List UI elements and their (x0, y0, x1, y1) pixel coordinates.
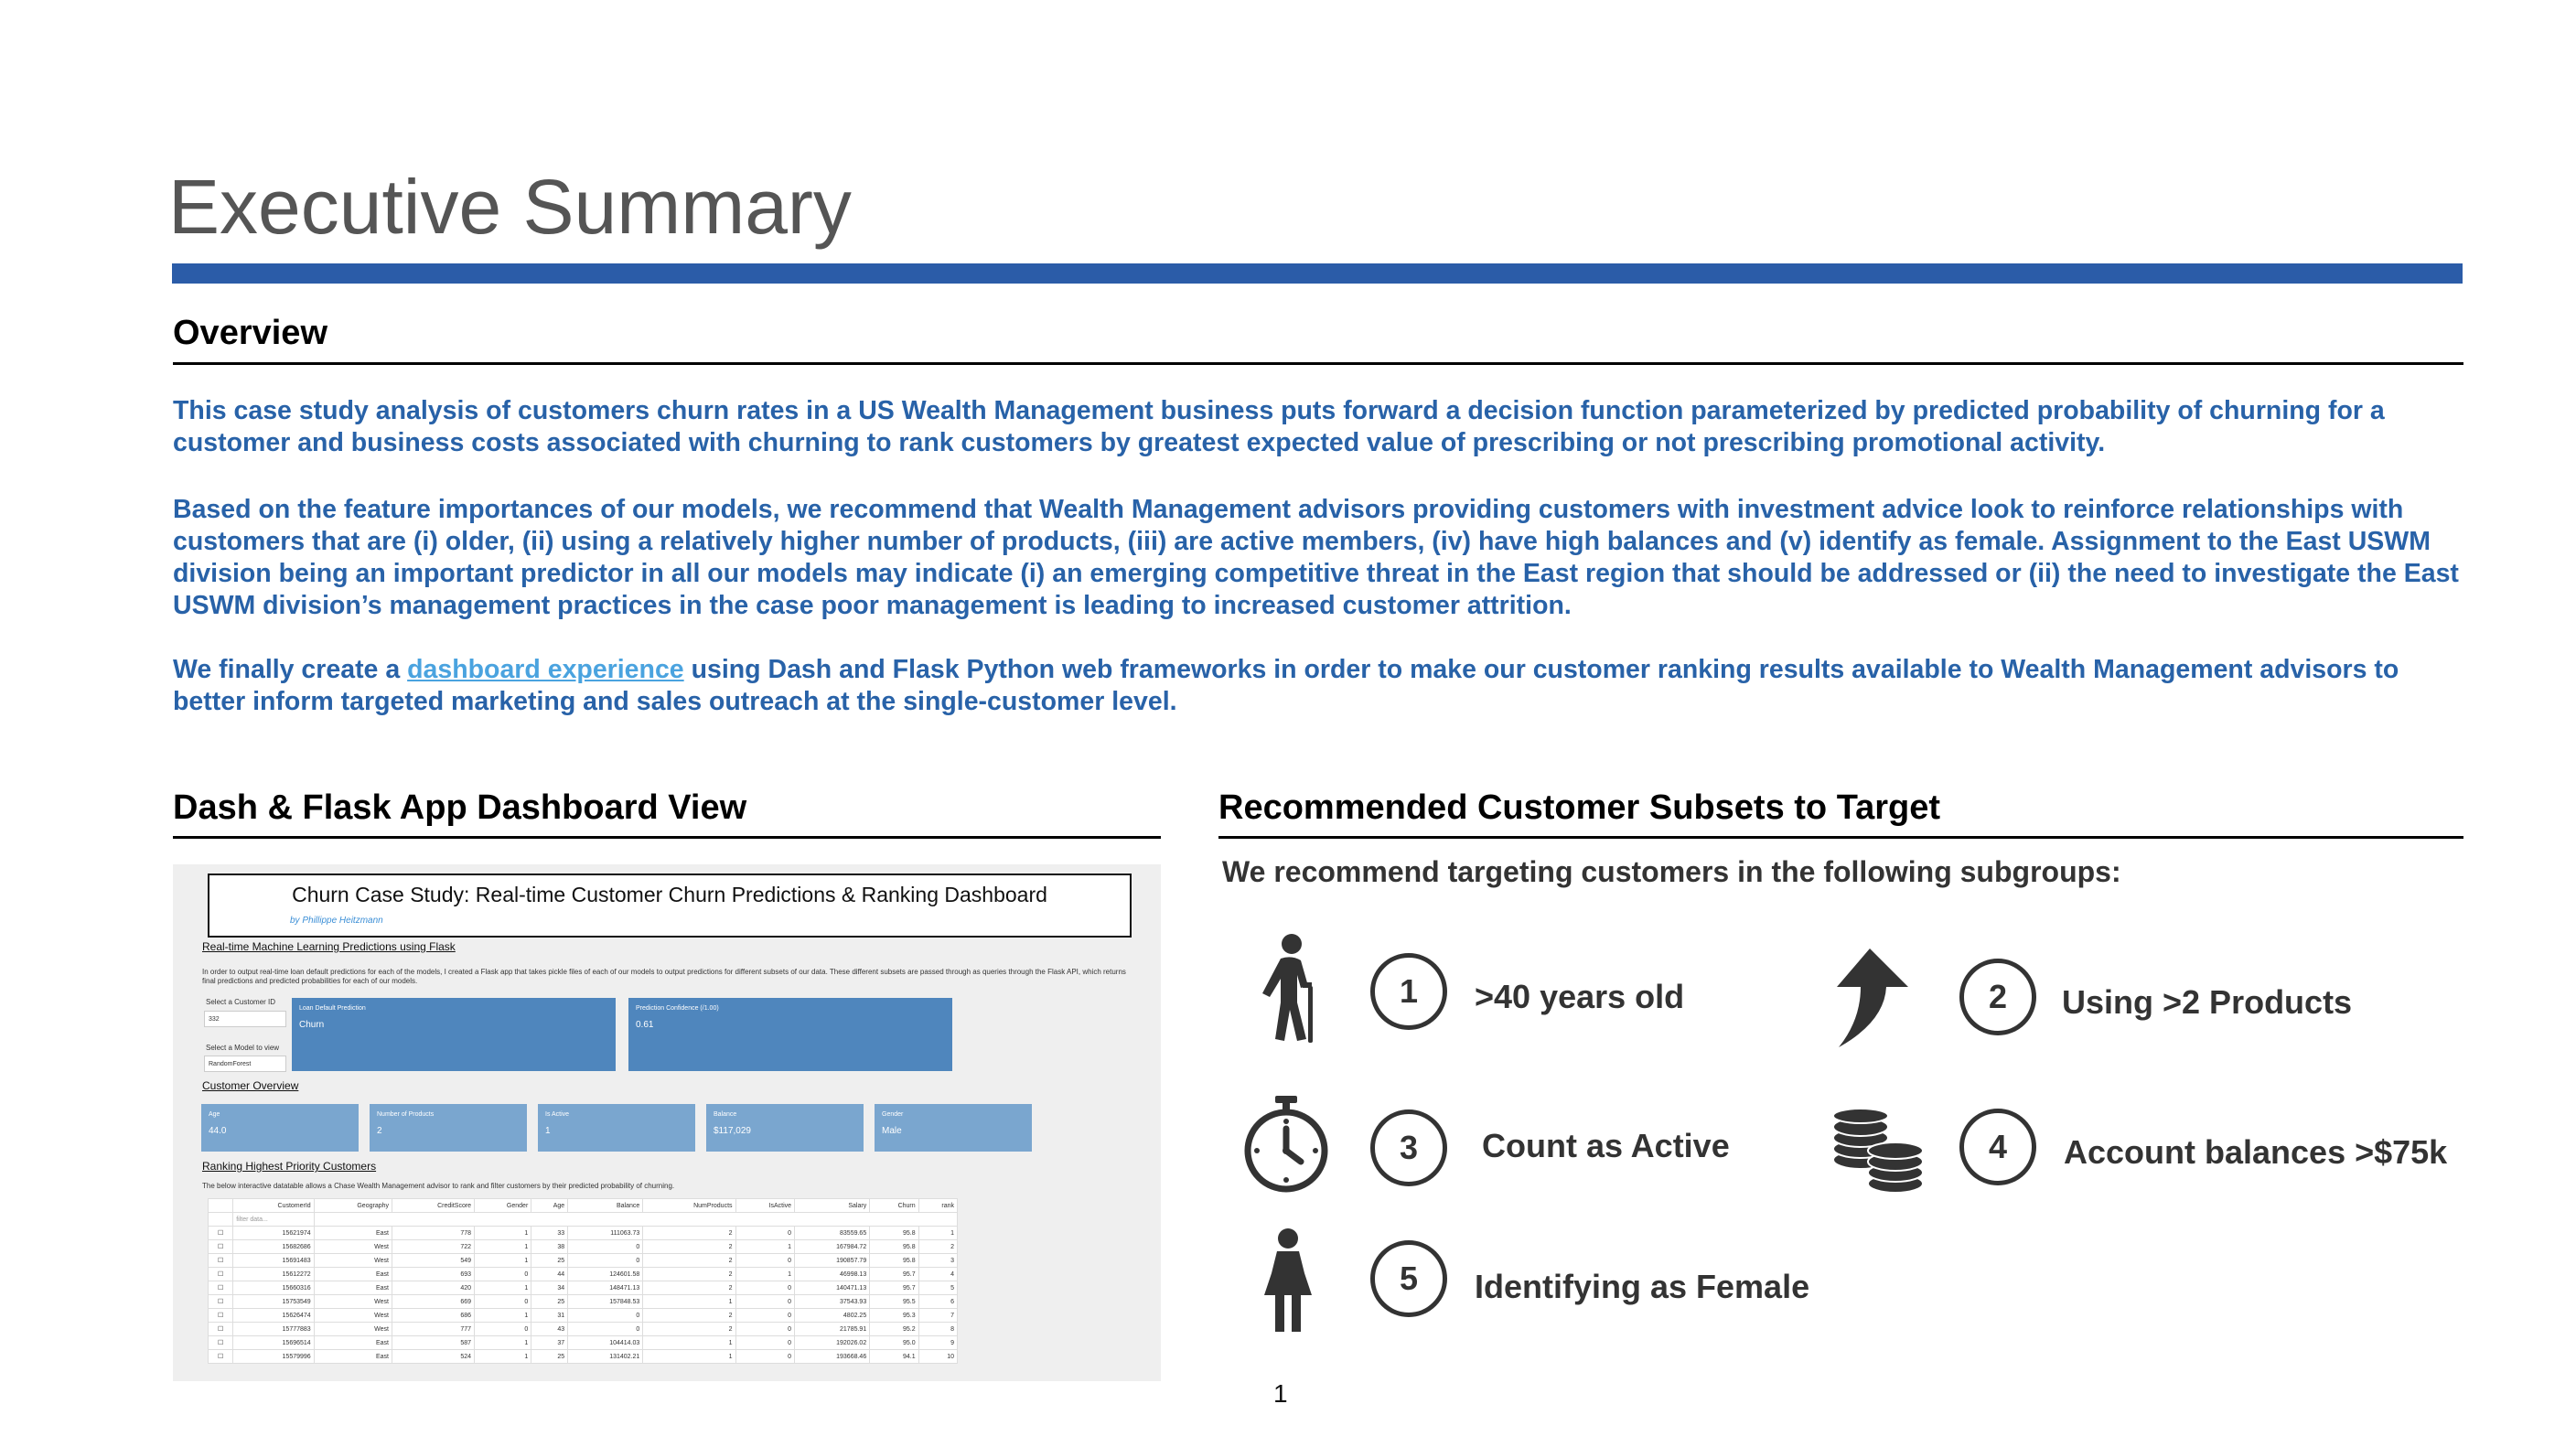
table-cell: 0 (735, 1350, 795, 1364)
row-checkbox[interactable]: ☐ (209, 1254, 233, 1268)
table-row[interactable] (209, 1323, 958, 1336)
table-cell: East (314, 1336, 392, 1350)
table-row[interactable] (209, 1281, 958, 1295)
table-cell: 2 (643, 1227, 735, 1240)
table-cell: East (314, 1227, 392, 1240)
table-cell: 8 (918, 1323, 957, 1336)
table-cell: 34 (531, 1281, 568, 1295)
stopwatch-icon (1240, 1094, 1332, 1195)
rec-number-2: 2 (1959, 959, 2036, 1035)
table-cell: 157848.53 (568, 1295, 643, 1309)
dash-confidence-card (628, 998, 952, 1071)
table-cell: East (314, 1281, 392, 1295)
table-cell: 15777883 (233, 1323, 314, 1336)
table-cell: 5 (918, 1281, 957, 1295)
dash-section-ranking: Ranking Highest Priority Customers (202, 1160, 377, 1173)
table-cell: 1 (735, 1240, 795, 1254)
title-accent-bar (172, 263, 2463, 284)
table-cell: 33 (531, 1227, 568, 1240)
dash-model-select[interactable]: RandomForest (204, 1056, 286, 1072)
table-cell: 4 (918, 1268, 957, 1281)
table-cell: 587 (392, 1336, 475, 1350)
dash-select-customer-label: Select a Customer ID (206, 998, 276, 1006)
table-cell: 124601.58 (568, 1268, 643, 1281)
table-cell: 15691483 (233, 1254, 314, 1268)
table-cell: 2 (643, 1254, 735, 1268)
table-cell: 0 (735, 1295, 795, 1309)
table-cell: 6 (918, 1295, 957, 1309)
table-cell: West (314, 1295, 392, 1309)
table-cell: 9 (918, 1336, 957, 1350)
table-cell: East (314, 1350, 392, 1364)
table-cell: 1 (643, 1350, 735, 1364)
table-cell: 669 (392, 1295, 475, 1309)
table-cell: 524 (392, 1350, 475, 1364)
table-header-cell[interactable]: Geography (314, 1199, 392, 1213)
table-row[interactable] (209, 1295, 958, 1309)
table-cell: 2 (643, 1281, 735, 1295)
dash-section-customer-overview: Customer Overview (202, 1079, 299, 1092)
prediction-card-label: Loan Default Prediction (299, 1005, 366, 1012)
dash-customer-select[interactable]: 332 (204, 1011, 286, 1027)
table-cell: 1 (918, 1227, 957, 1240)
confidence-card-label: Prediction Confidence (/1.00) (636, 1005, 719, 1012)
table-cell: 1 (735, 1268, 795, 1281)
table-cell: 0 (568, 1254, 643, 1268)
table-cell: 0 (475, 1295, 531, 1309)
dash-section-predictions: Real-time Machine Learning Predictions using Flask (202, 940, 456, 953)
table-cell: 83559.65 (795, 1227, 870, 1240)
table-cell: 15696514 (233, 1336, 314, 1350)
table-cell: 140471.13 (795, 1281, 870, 1295)
table-cell: 148471.13 (568, 1281, 643, 1295)
table-cell: 2 (643, 1309, 735, 1323)
table-cell: 95.7 (870, 1268, 918, 1281)
card-value: 44.0 (209, 1126, 227, 1136)
table-header-cell[interactable]: CreditScore (392, 1199, 475, 1213)
rec-label-5: Identifying as Female (1475, 1268, 1810, 1305)
card-value: 1 (545, 1126, 551, 1136)
table-cell: West (314, 1323, 392, 1336)
table-header-cell[interactable]: Age (531, 1199, 568, 1213)
table-cell: 0 (735, 1336, 795, 1350)
table-cell: 37 (531, 1336, 568, 1350)
table-cell: 95.8 (870, 1240, 918, 1254)
overview-heading: Overview (173, 314, 327, 352)
rec-number-4: 4 (1959, 1109, 2036, 1185)
table-cell: 1 (475, 1254, 531, 1268)
table-header-cell[interactable]: Salary (795, 1199, 870, 1213)
table-cell: West (314, 1240, 392, 1254)
dash-predictions-desc: In order to output real-time loan default predictions for each of the models, I created a Flask app that takes pickle files of each of our models to output predictions for different subsets of our data. These different subsets are passed through as queries through the Flask API, which returns final predictions and predicted probabilities for each of our models. (202, 968, 1126, 985)
dashboard-heading: Dash & Flask App Dashboard View (173, 788, 747, 827)
rec-label-1: >40 years old (1475, 978, 1685, 1015)
table-cell: 722 (392, 1240, 475, 1254)
table-cell: 0 (735, 1309, 795, 1323)
upward-arrow-icon (1830, 947, 1912, 1047)
overview-rule (173, 362, 2463, 365)
table-cell: 778 (392, 1227, 475, 1240)
dash-select-model-label: Select a Model to view (206, 1044, 280, 1052)
table-cell: 15626474 (233, 1309, 314, 1323)
prediction-card-value: Churn (299, 1020, 325, 1030)
table-cell: 193668.46 (795, 1350, 870, 1364)
recommend-rule (1218, 836, 2463, 839)
row-checkbox[interactable]: ☐ (209, 1309, 233, 1323)
card-label: Number of Products (377, 1111, 435, 1118)
filter-input[interactable]: filter data... (233, 1213, 314, 1227)
table-cell: 21785.91 (795, 1323, 870, 1336)
table-cell: 2 (643, 1323, 735, 1336)
table-cell: 777 (392, 1323, 475, 1336)
table-row[interactable] (209, 1227, 958, 1240)
table-cell: 95.7 (870, 1281, 918, 1295)
table-cell: 0 (735, 1281, 795, 1295)
table-cell: 10 (918, 1350, 957, 1364)
dash-title: Churn Case Study: Real-time Customer Churn Predictions & Ranking Dashboard (292, 883, 1047, 906)
table-cell: 1 (475, 1240, 531, 1254)
overview-paragraph-2: Based on the feature importances of our models, we recommend that Wealth Management advisors providing customers with investment advice look to reinforce relationships with customers that are (i) older, (ii) using a relatively higher number of products, (iii) are active members, (iv) have high balances and (v) identify as female. Assignment to the East USWM division being an important predictor in all our models may indicate (i) an emerging competitive threat in the East region that should be addressed or (ii) the need to investigate the East USWM division’s management practices in the case poor management is leading to increased customer attrition. (173, 495, 2459, 620)
table-cell: 25 (531, 1295, 568, 1309)
table-cell: 37543.93 (795, 1295, 870, 1309)
table-cell: 0 (568, 1323, 643, 1336)
table-cell: 0 (475, 1268, 531, 1281)
rec-number-5: 5 (1370, 1240, 1447, 1317)
coins-icon (1830, 1109, 1930, 1196)
card-label: Balance (714, 1111, 737, 1118)
confidence-card-value: 0.61 (636, 1020, 654, 1030)
table-filter-row (209, 1213, 958, 1227)
table-cell: 693 (392, 1268, 475, 1281)
table-cell: 420 (392, 1281, 475, 1295)
table-cell: 2 (918, 1240, 957, 1254)
table-cell: 46998.13 (795, 1268, 870, 1281)
table-cell: 95.0 (870, 1336, 918, 1350)
table-header-cell[interactable]: Churn (870, 1199, 918, 1213)
dashboard-screenshot (173, 864, 1161, 1381)
table-cell: 549 (392, 1254, 475, 1268)
table-cell: 0 (568, 1309, 643, 1323)
dashboard-rule (173, 836, 1161, 839)
table-cell: 15612272 (233, 1268, 314, 1281)
table-cell: 43 (531, 1323, 568, 1336)
table-cell: 1 (475, 1350, 531, 1364)
table-body (209, 1227, 958, 1364)
table-cell: 15660316 (233, 1281, 314, 1295)
rec-label-2: Using >2 Products (2062, 983, 2353, 1021)
table-cell: 111063.73 (568, 1227, 643, 1240)
table-cell: 1 (475, 1281, 531, 1295)
table-cell: 0 (735, 1323, 795, 1336)
page-title: Executive Summary (168, 164, 852, 250)
card-label: Gender (882, 1111, 904, 1118)
table-cell: East (314, 1268, 392, 1281)
dash-title-box (208, 874, 1132, 938)
dashboard-experience-link[interactable]: dashboard experience (407, 655, 684, 684)
table-cell: 1 (475, 1227, 531, 1240)
table-header-cell[interactable]: Gender (475, 1199, 531, 1213)
elderly-person-icon (1255, 931, 1332, 1045)
table-cell: 0 (475, 1323, 531, 1336)
table-cell: 190857.79 (795, 1254, 870, 1268)
p3-before: We finally create a (173, 655, 408, 684)
rec-number-3: 3 (1370, 1109, 1447, 1186)
table-cell: 167984.72 (795, 1240, 870, 1254)
recommend-intro: We recommend targeting customers in the following subgroups: (1222, 855, 2121, 888)
row-checkbox[interactable]: ☐ (209, 1281, 233, 1295)
table-row[interactable] (209, 1268, 958, 1281)
overview-card-balance (706, 1104, 864, 1152)
row-checkbox[interactable]: ☐ (209, 1227, 233, 1240)
dash-byline: by Phillippe Heitzmann (290, 916, 383, 926)
table-cell: 15579996 (233, 1350, 314, 1364)
dash-ranking-desc: The below interactive datatable allows a Chase Wealth Management advisor to rank and filter customers by their predicted probability of churning. (202, 1182, 675, 1190)
table-cell: 1 (643, 1336, 735, 1350)
table-row[interactable] (209, 1254, 958, 1268)
overview-card-gender (875, 1104, 1032, 1152)
table-cell: 4802.25 (795, 1309, 870, 1323)
table-header-row (209, 1199, 958, 1213)
table-row[interactable] (209, 1240, 958, 1254)
table-cell: 95.8 (870, 1227, 918, 1240)
card-label: Is Active (545, 1111, 570, 1118)
table-cell: West (314, 1254, 392, 1268)
overview-paragraph-1: This case study analysis of customers churn rates in a US Wealth Management business puts forward a decision function parameterized by predicted probability of churning for a customer and business costs associated with churning to rank customers by greatest expected value of prescribing or not prescribing promotional activity. (173, 396, 2385, 457)
card-label: Age (209, 1111, 220, 1118)
table-cell: 25 (531, 1254, 568, 1268)
table-header-cell (209, 1199, 233, 1213)
table-cell: 95.8 (870, 1254, 918, 1268)
overview-card-age (201, 1104, 359, 1152)
table-row[interactable] (209, 1309, 958, 1323)
table-cell: 192026.02 (795, 1336, 870, 1350)
overview-card-active (538, 1104, 695, 1152)
dash-prediction-card (292, 998, 616, 1071)
table-header-cell[interactable]: NumProducts (643, 1199, 735, 1213)
recommend-heading: Recommended Customer Subsets to Target (1218, 788, 1941, 827)
table-cell: 0 (735, 1254, 795, 1268)
rec-number-1: 1 (1370, 953, 1447, 1030)
rec-label-3: Count as Active (1482, 1127, 1730, 1164)
row-checkbox[interactable]: ☐ (209, 1350, 233, 1364)
overview-card-products (370, 1104, 527, 1152)
p3-after: using Dash and Flask Python web frameworks in order to make our customer ranking results available to Wealth Management advisors to better inform targeted marketing and sales outreach at the single-customer level. (173, 655, 2399, 716)
table-cell: 7 (918, 1309, 957, 1323)
rec-label-4: Account balances >$75k (2064, 1133, 2448, 1171)
row-checkbox[interactable]: ☐ (209, 1323, 233, 1336)
table-cell: 0 (568, 1240, 643, 1254)
table-cell: 3 (918, 1254, 957, 1268)
table-cell: 95.5 (870, 1295, 918, 1309)
table-cell: 1 (475, 1309, 531, 1323)
row-checkbox[interactable]: ☐ (209, 1336, 233, 1350)
table-row[interactable] (209, 1350, 958, 1364)
table-cell: 38 (531, 1240, 568, 1254)
table-cell: 44 (531, 1268, 568, 1281)
table-cell: 15621974 (233, 1227, 314, 1240)
female-person-icon (1259, 1227, 1317, 1334)
card-value: 2 (377, 1126, 382, 1136)
ranking-datatable[interactable] (208, 1198, 958, 1364)
row-checkbox[interactable]: ☐ (209, 1240, 233, 1254)
table-cell: 31 (531, 1309, 568, 1323)
page-number: 1 (1273, 1379, 1288, 1408)
table-cell: 686 (392, 1309, 475, 1323)
row-checkbox[interactable]: ☐ (209, 1268, 233, 1281)
table-header-cell[interactable]: IsActive (735, 1199, 795, 1213)
table-header-cell[interactable]: Balance (568, 1199, 643, 1213)
table-cell: 2 (643, 1240, 735, 1254)
table-cell: 0 (735, 1227, 795, 1240)
table-cell: 95.2 (870, 1323, 918, 1336)
table-header-cell[interactable]: CustomerId (233, 1199, 314, 1213)
table-header-cell[interactable]: rank (918, 1199, 957, 1213)
table-cell: 104414.03 (568, 1336, 643, 1350)
table-cell: 15753549 (233, 1295, 314, 1309)
table-cell: 15682686 (233, 1240, 314, 1254)
overview-paragraph-3 (173, 654, 2460, 718)
card-value: Male (882, 1126, 902, 1136)
table-cell: 94.1 (870, 1350, 918, 1364)
card-value: $117,029 (714, 1126, 751, 1136)
table-cell: 1 (475, 1336, 531, 1350)
table-cell: 25 (531, 1350, 568, 1364)
table-cell: 95.3 (870, 1309, 918, 1323)
table-cell: West (314, 1309, 392, 1323)
table-cell: 1 (643, 1295, 735, 1309)
table-cell: 2 (643, 1268, 735, 1281)
table-row[interactable] (209, 1336, 958, 1350)
table-cell: 131402.21 (568, 1350, 643, 1364)
row-checkbox[interactable]: ☐ (209, 1295, 233, 1309)
